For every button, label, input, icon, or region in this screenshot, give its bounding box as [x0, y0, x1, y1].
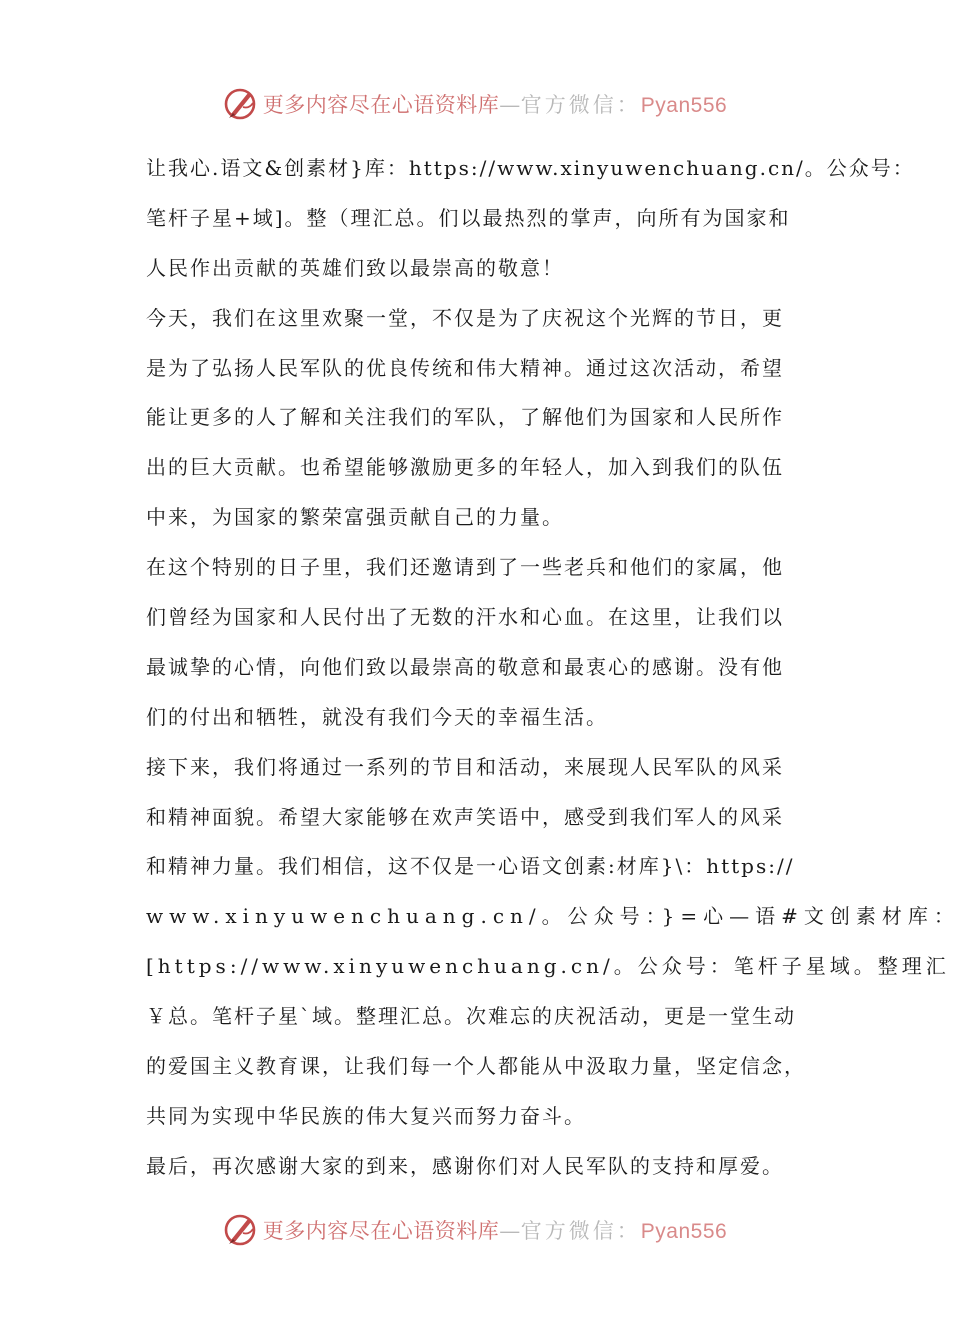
- body-line: 是为了弘扬人民军队的优良传统和伟大精神。通过这次活动，希望: [146, 355, 784, 380]
- body-line: 出的巨大贡献。也希望能够激励更多的年轻人，加入到我们的队伍: [146, 455, 784, 480]
- body-line: 共同为实现中华民族的伟大复兴而努力奋斗。: [146, 1103, 586, 1128]
- banner-official-label: 官方微信：: [520, 93, 641, 117]
- body-line: 和精神力量。我们相信，这不仅是一心语文创素:材库}\：https://: [146, 854, 795, 879]
- body-line: 最后，再次感谢大家的到来，感谢你们对人民军队的支持和厚爱。: [146, 1153, 784, 1178]
- body-line: 让我心.语文&创素材}库：https://www.xinyuwenchuang.cn/。公众号：: [146, 156, 915, 180]
- body-line: 接下来，我们将通过一系列的节目和活动，来展现人民军队的风采: [146, 754, 784, 779]
- footer-banner: [0, 1210, 950, 1250]
- body-line: 今天，我们在这里欢聚一堂，不仅是为了庆祝这个光辉的节日，更: [146, 305, 784, 330]
- body-line: 中来，为国家的繁荣富强贡献自己的力量。: [146, 505, 564, 530]
- banner-brand-text: 更多内容尽在心语资料库: [262, 1219, 500, 1243]
- body-line: 们曾经为国家和人民付出了无数的汗水和心血。在这里，让我们以: [146, 605, 784, 630]
- body-line: 的爱国主义教育课，让我们每一个人都能从中汲取力量，坚定信念，: [146, 1054, 806, 1079]
- banner-separator: —: [499, 1219, 521, 1243]
- banner-wechat-id: Pyan556: [640, 94, 728, 117]
- banner-wechat-id: Pyan556: [640, 1220, 728, 1243]
- banner-brand-text: 更多内容尽在心语资料库: [262, 93, 500, 117]
- banner-separator: —: [499, 93, 521, 117]
- body-line: 们的付出和牺牲，就没有我们今天的幸福生活。: [146, 704, 608, 729]
- body-line: 人民作出贡献的英雄们致以最崇高的敬意！: [146, 255, 564, 280]
- body-line: www.xinyuwenchuang.cn/。公众号：}=心—语#文创素材库：: [146, 904, 960, 929]
- document-body: [146, 144, 960, 1192]
- body-line: ￥总。笔杆子星`域。整理汇总。次难忘的庆祝活动，更是一堂生动: [146, 1004, 796, 1029]
- header-banner: [0, 84, 950, 124]
- banner-official-label: 官方微信：: [520, 1219, 641, 1243]
- body-line: 最诚挚的心情，向他们致以最崇高的敬意和最衷心的感谢。没有他: [146, 654, 784, 679]
- body-line: 笔杆子星+域]。整（理汇总。们以最热烈的掌声，向所有为国家和: [146, 205, 791, 230]
- body-line: [https://www.xinyuwenchuang.cn/。公众号：笔杆子星域。整理汇: [146, 954, 950, 979]
- body-line: 在这个特别的日子里，我们还邀请到了一些老兵和他们的家属，他: [146, 555, 784, 580]
- pen-logo-icon: [223, 87, 257, 121]
- pen-logo-icon: [223, 1213, 257, 1247]
- body-line: 和精神面貌。希望大家能够在欢声笑语中，感受到我们军人的风采: [146, 804, 784, 829]
- body-line: 能让更多的人了解和关注我们的军队，了解他们为国家和人民所作: [146, 405, 784, 430]
